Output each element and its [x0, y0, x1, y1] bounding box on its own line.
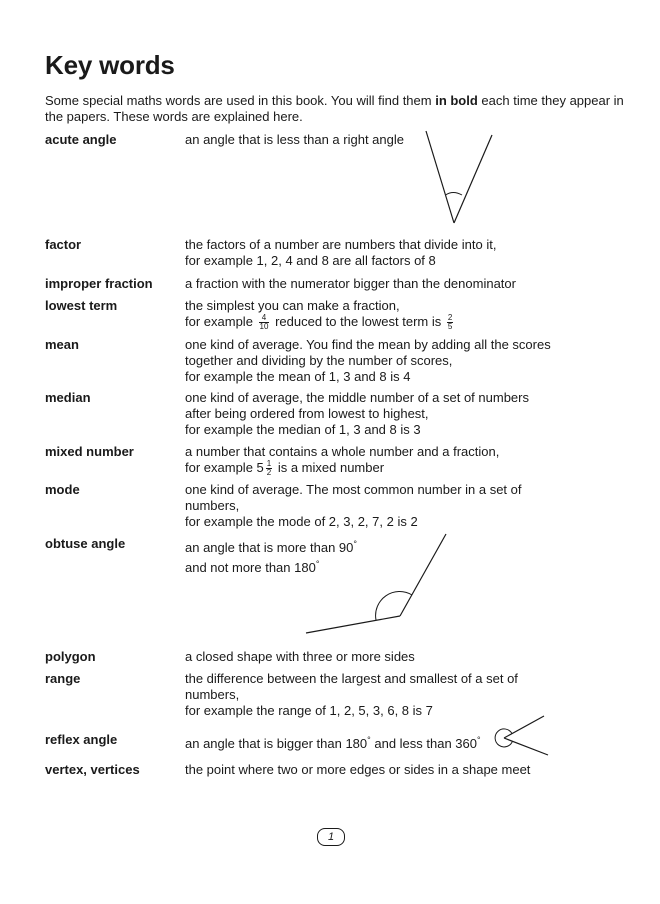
definition-line: a number that contains a whole number and a fraction, [185, 444, 500, 459]
term-mean: mean [45, 337, 79, 352]
definition-mixed-number [185, 444, 565, 477]
term-polygon: polygon [45, 649, 96, 664]
definition-line: one kind of average. The most common number in a set of [185, 482, 522, 497]
definition-vertex-vertices [185, 762, 565, 778]
definition-line: for example 1, 2, 4 and 8 are all factors of 8 [185, 253, 436, 268]
example-middle: reduced to the lowest term is [271, 314, 445, 329]
definition-line: the simplest you can make a fraction, [185, 298, 400, 313]
definition-text: and not more than 180 [185, 560, 316, 575]
definition-line: after being ordered from lowest to highest, [185, 406, 429, 421]
definition-line: a closed shape with three or more sides [185, 649, 415, 664]
definition-line: for example the mean of 1, 3 and 8 is 4 [185, 369, 411, 384]
intro-paragraph [45, 93, 625, 125]
definition-line: for example the range of 1, 2, 5, 3, 6, 8 is 7 [185, 703, 433, 718]
intro-text-1: Some special maths words are used in this book. You will find them [45, 93, 436, 108]
definition-text: an angle that is bigger than 180 [185, 736, 368, 751]
definition-line: the point where two or more edges or sides in a shape meet [185, 762, 531, 777]
fraction-denominator: 10 [259, 322, 269, 332]
term-range: range [45, 671, 81, 686]
degree-symbol: ° [353, 539, 357, 549]
example-prefix: for example [185, 314, 257, 329]
definition-mode [185, 482, 565, 530]
degree-symbol: ° [477, 735, 481, 745]
term-obtuse-angle: obtuse angle [45, 536, 126, 551]
fraction-denominator: 5 [447, 322, 453, 332]
definition-lowest-term [185, 298, 565, 331]
definition-line: the difference between the largest and smallest of a set of [185, 671, 518, 686]
definition-text: an angle that is more than 90 [185, 540, 354, 555]
page-number: 1 [317, 828, 345, 846]
intro-text-2: each time they appear in the papers. These words are explained here. [45, 93, 624, 124]
definition-line: for example the mode of 2, 3, 2, 7, 2 is 2 [185, 514, 418, 529]
fraction-numerator: 2 [447, 313, 453, 323]
term-reflex-angle: reflex angle [45, 732, 118, 747]
term-factor: factor [45, 237, 82, 252]
obtuse-angle-diagram [300, 530, 460, 640]
definition-line: numbers, [185, 687, 240, 702]
acute-angle-diagram [420, 128, 500, 228]
page-title: Key words [45, 50, 175, 80]
example-prefix: for example 5 [185, 460, 264, 475]
degree-symbol: ° [315, 559, 320, 569]
fraction-numerator: 4 [259, 314, 270, 323]
reflex-angle-diagram [492, 712, 552, 762]
definition-line: one kind of average, the middle number of a set of numbers [185, 390, 529, 405]
definition-line: one kind of average. You find the mean by adding all the scores [185, 337, 551, 352]
definition-example [185, 460, 565, 477]
fraction-two-fifths [447, 314, 453, 331]
definition-line: the factors of a number are numbers that divide into it, [185, 237, 497, 252]
term-vertex-vertices: vertex, vertices [45, 762, 140, 777]
definition-line: an angle that is less than a right angle [185, 132, 404, 147]
term-median: median [45, 390, 91, 405]
definition-example [185, 314, 565, 331]
definition-polygon [185, 649, 565, 665]
term-lowest-term: lowest term [45, 298, 118, 313]
definition-acute-angle [185, 132, 565, 148]
fraction-denominator: 2 [266, 468, 272, 478]
degree-symbol: ° [367, 735, 371, 745]
intro-bold-text: in bold [435, 93, 478, 108]
term-mixed-number: mixed number [45, 444, 134, 459]
definition-line: a fraction with the numerator bigger than the denominator [185, 276, 516, 291]
fraction-one-half [266, 460, 272, 477]
fraction-numerator: 1 [266, 459, 272, 469]
definition-text: and less than 360 [370, 736, 477, 751]
definition-line: for example the median of 1, 3 and 8 is 3 [185, 422, 421, 437]
definition-line: numbers, [185, 498, 240, 513]
definition-factor [185, 237, 565, 269]
definition-improper-fraction [185, 276, 565, 292]
fraction-four-tenths [259, 314, 270, 331]
term-acute-angle: acute angle [45, 132, 117, 147]
example-suffix: is a mixed number [274, 460, 385, 475]
term-improper-fraction: improper fraction [45, 276, 153, 291]
term-mode: mode [45, 482, 80, 497]
definition-line: together and dividing by the number of scores, [185, 353, 453, 368]
definition-median [185, 390, 565, 438]
definition-mean [185, 337, 565, 385]
